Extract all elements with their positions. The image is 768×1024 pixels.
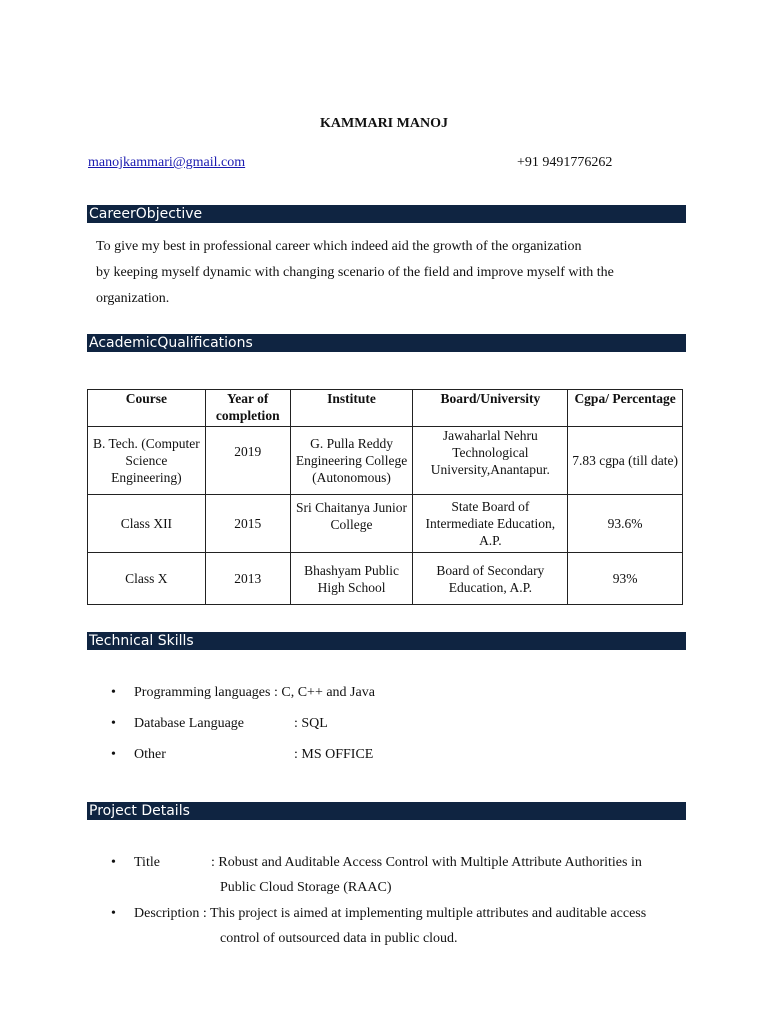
candidate-name: KAMMARI MANOJ <box>320 116 448 131</box>
cell-institute: Sri Chaitanya Junior College <box>290 495 413 553</box>
cell-board: Jawaharlal Nehru Technological University,Anantapur. <box>413 427 568 495</box>
project-title-label: Title <box>134 855 160 870</box>
table-row <box>88 495 683 553</box>
bullet-icon: • <box>111 685 116 700</box>
skill-label: Other <box>134 747 166 762</box>
objective-line-2: by keeping myself dynamic with changing scenario of the field and improve myself with the <box>96 265 614 280</box>
skill-value: : SQL <box>294 716 328 731</box>
project-title-continued: Public Cloud Storage (RAAC) <box>220 880 392 895</box>
skill-label: Database Language <box>134 716 244 731</box>
header-course: Course <box>88 390 206 427</box>
project-desc-label: Description <box>134 906 200 921</box>
cell-year: 2013 <box>205 553 290 605</box>
header-year: Year of completion <box>205 390 290 427</box>
cell-score: 7.83 cgpa (till date) <box>568 427 683 495</box>
bullet-icon: • <box>111 747 116 762</box>
cell-course: B. Tech. (Computer Science Engineering) <box>88 427 206 495</box>
header-score: Cgpa/ Percentage <box>568 390 683 427</box>
project-desc-value: : This project is aimed at implementing multiple attributes and auditable access <box>202 906 647 921</box>
bullet-icon: • <box>111 855 116 870</box>
header-institute: Institute <box>290 390 413 427</box>
project-desc-continued: control of outsourced data in public cloud. <box>220 931 458 946</box>
table-row <box>88 427 683 495</box>
cell-score: 93% <box>568 553 683 605</box>
academic-table <box>87 389 683 605</box>
skill-label: Programming languages <box>134 685 271 700</box>
cell-board: Board of Secondary Education, A.P. <box>413 553 568 605</box>
objective-line-3: organization. <box>96 291 170 306</box>
table-row <box>88 553 683 605</box>
bullet-icon: • <box>111 906 116 921</box>
phone-number: +91 9491776262 <box>517 155 613 170</box>
bullet-icon: • <box>111 716 116 731</box>
header-board: Board/University <box>413 390 568 427</box>
section-academic-qualifications: AcademicQualifications <box>87 334 686 352</box>
cell-board: State Board of Intermediate Education, A.P. <box>413 495 568 553</box>
section-technical-skills: Technical Skills <box>87 632 686 650</box>
project-title-value: : Robust and Auditable Access Control with Multiple Attribute Authorities in <box>211 855 642 870</box>
cell-course: Class X <box>88 553 206 605</box>
skill-value: : C, C++ and Java <box>273 685 375 700</box>
cell-institute: Bhashyam Public High School <box>290 553 413 605</box>
email-link[interactable]: manojkammari@gmail.com <box>88 155 246 170</box>
table-header-row <box>88 390 683 427</box>
objective-line-1: To give my best in professional career which indeed aid the growth of the organization <box>96 239 582 254</box>
cell-course: Class XII <box>88 495 206 553</box>
cell-score: 93.6% <box>568 495 683 553</box>
skill-value: : MS OFFICE <box>294 747 374 762</box>
cell-year: 2015 <box>205 495 290 553</box>
cell-year: 2019 <box>205 427 290 495</box>
cell-institute: G. Pulla Reddy Engineering College (Autonomous) <box>290 427 413 495</box>
section-project-details: Project Details <box>87 802 686 820</box>
section-career-objective: CareerObjective <box>87 205 686 223</box>
